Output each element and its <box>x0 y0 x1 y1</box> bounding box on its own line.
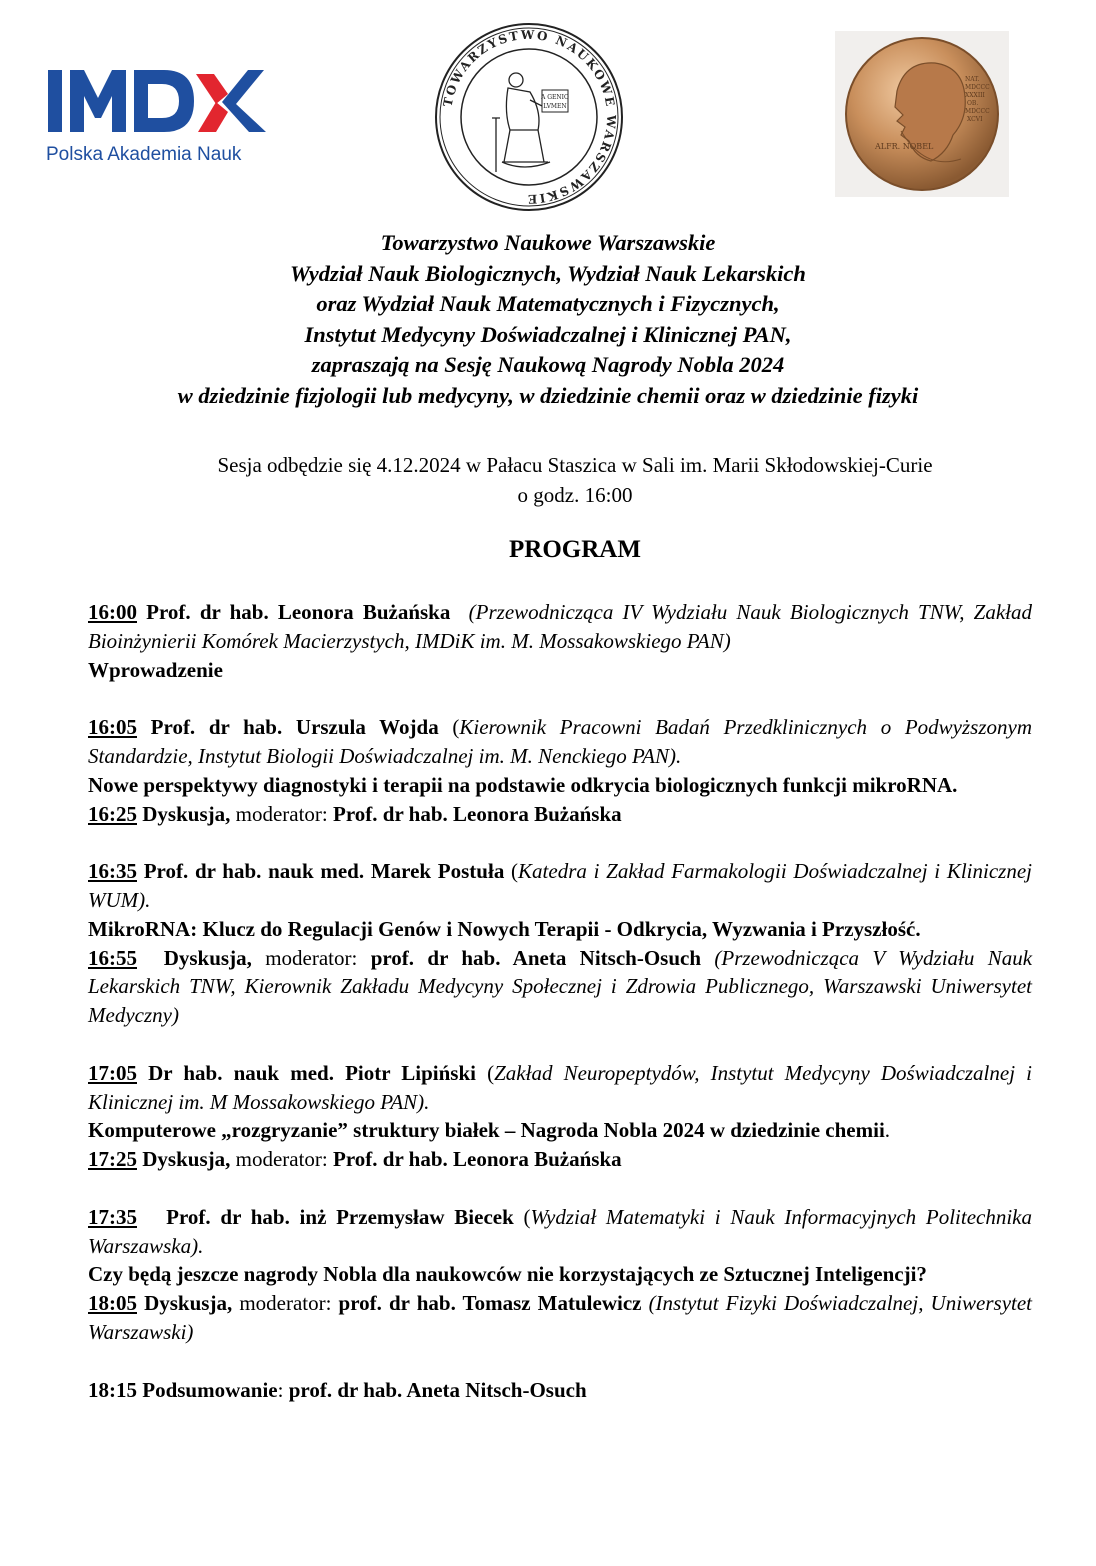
item-4-title: Komputerowe „rozgryzanie” struktury białek – Nagroda Nobla 2024 w dziedzinie chemii <box>88 1118 885 1143</box>
header-line-1: Towarzystwo Naukowe Warszawskie <box>380 230 716 255</box>
item-3-affiliation: Katedra i Zakład Farmakologii Doświadczalnej i Klinicznej WUM). <box>88 859 1033 912</box>
item-2-paren: ( <box>452 715 460 740</box>
item-5-paren: ( <box>523 1204 531 1229</box>
medal-right-2: MDCCC <box>965 84 990 91</box>
imdik-wordmark <box>46 68 266 138</box>
header-line-2: Wydział Nauk Biologicznych, Wydział Nauk Lekarskich <box>290 260 806 286</box>
session-line-1: Sesja odbędzie się 4.12.2024 w Pałacu Staszica w Sali im. Marii Skłodowskiej-Curie <box>217 453 933 477</box>
item-2-header <box>88 713 1032 771</box>
item-2-speaker: Prof. dr hab. Urszula Wojda <box>150 715 439 740</box>
item-6-person: prof. dr hab. Aneta Nitsch-Osuch <box>288 1377 587 1402</box>
nobel-medal-image <box>835 31 1009 197</box>
item-1-affiliation: (Przewodnicząca IV Wydziału Nauk Biologicznych TNW, Zakład Bioinżynierii Komórek Macierzystych, IMDiK im. M. Mossakowskiego PAN) <box>88 600 1033 653</box>
session-info <box>60 450 1090 510</box>
item-5-affiliation: Wydział Matematyki i Nauk Informacyjnych Politechnika Warszawska). <box>88 1204 1032 1258</box>
item-3-speaker: Prof. dr hab. nauk med. Marek Postuła <box>143 859 505 884</box>
nobel-medal <box>835 31 1009 197</box>
item-5-discussion-label: Dyskusja, <box>144 1291 233 1316</box>
item-3-discussion <box>88 944 1032 1030</box>
tnw-seal-logo <box>434 22 624 212</box>
medal-right-1: NAT. <box>965 76 980 83</box>
seal-ring-text: TOWARZYSTWO NAUKOWE WARSZAWSKIE <box>440 27 619 207</box>
logos-row <box>0 0 1096 215</box>
program-item-3 <box>88 857 1032 1030</box>
imdik-logo <box>46 68 266 168</box>
item-3-title: MikroRNA: Klucz do Regulacji Genów i Nowych Terapii - Odkrycia, Wyzwania i Przyszłość. <box>88 916 921 941</box>
item-3-paren: ( <box>511 859 519 884</box>
item-4-discussion-time: 17:25 <box>88 1147 137 1172</box>
item-3-discussion-time: 16:55 <box>88 945 137 970</box>
medal-right-6: XCVI <box>967 116 983 123</box>
item-5-moderator-label: moderator: <box>239 1291 332 1316</box>
item-2-title: Nowe perspektywy diagnostyki i terapii na podstawie odkrycia biologicznych funkcji mikroRNA. <box>88 772 958 797</box>
session-line-2: o godz. 16:00 <box>517 483 633 507</box>
item-5-time: 17:35 <box>88 1204 137 1229</box>
program-item-5 <box>88 1203 1032 1347</box>
item-1-speaker: Prof. dr hab. Leonora Bużańska <box>146 600 451 624</box>
header-line-4: Instytut Medycyny Doświadczalnej i Klinicznej PAN, <box>304 321 792 347</box>
item-4-discussion <box>88 1145 1032 1174</box>
item-1-title: Wprowadzenie <box>88 657 223 682</box>
item-3-header <box>88 857 1032 915</box>
item-4-time: 17:05 <box>88 1060 137 1085</box>
item-4-moderator: Prof. dr hab. Leonora Bużańska <box>333 1147 622 1172</box>
medal-right-5: MDCCC <box>965 108 990 115</box>
item-6-time: 18:15 <box>88 1377 137 1402</box>
program-title: PROGRAM <box>509 536 641 563</box>
header-line-6: w dziedzinie fizjologii lub medycyny, w dziedzinie chemii oraz w dziedzinie fizyki <box>177 382 919 408</box>
seal-motto-2: LVMEN <box>543 103 567 110</box>
header-line-5: zapraszają na Sesję Naukową Nagrody Nobla 2024 <box>311 352 785 377</box>
program-item-2 <box>88 713 1032 828</box>
item-3-moderator-label: moderator: <box>265 945 358 970</box>
item-2-discussion-label: Dyskusja, <box>142 801 231 826</box>
item-2-moderator: Prof. dr hab. Leonora Bużańska <box>333 801 622 826</box>
program-item-4 <box>88 1059 1032 1174</box>
medal-right-4: OB. <box>967 100 979 107</box>
item-2-discussion-time: 16:25 <box>88 801 137 826</box>
item-1-header <box>88 598 1032 656</box>
item-5-discussion <box>88 1289 1032 1347</box>
item-2-moderator-label: moderator: <box>235 801 328 826</box>
invitation-header <box>60 228 1036 411</box>
item-4-title-end: . <box>884 1118 891 1143</box>
item-5-moderator: prof. dr hab. Tomasz Matulewicz <box>338 1291 642 1316</box>
item-3-moderator-affiliation: (Przewodnicząca V Wydziału Nauk Lekarskich TNW, Kierownik Zakładu Medycyny Społecznej i Zdrowia Publicznego, Warszawski Uniwersytet Medyczny) <box>88 945 1033 1028</box>
imdik-subtitle: Polska Akademia Nauk <box>46 144 242 165</box>
item-5-header <box>88 1203 1032 1261</box>
item-3-discussion-label: Dyskusja, <box>163 945 252 970</box>
seal-motto-1: A GENIO <box>541 94 569 101</box>
header-line-3: oraz Wydział Nauk Matematycznych i Fizycznych, <box>316 291 780 316</box>
item-4-discussion-label: Dyskusja, <box>142 1147 231 1172</box>
item-5-discussion-time: 18:05 <box>88 1291 137 1316</box>
program-item-6 <box>88 1376 1032 1405</box>
item-6-colon: : <box>277 1377 284 1402</box>
item-2-affiliation: Kierownik Pracowni Badań Przedklinicznych o Podwyższonym Standardzie, Instytut Biologii Doświadczalnej im. M. Nenckiego PAN). <box>88 715 1033 768</box>
item-4-moderator-label: moderator: <box>235 1147 328 1172</box>
program-list <box>88 598 1032 1433</box>
program-item-1 <box>88 598 1032 684</box>
item-5-title: Czy będą jeszcze nagrody Nobla dla naukowców nie korzystających ze Sztucznej Inteligencji? <box>88 1262 927 1287</box>
item-4-affiliation: Zakład Neuropeptydów, Instytut Medycyny Doświadczalnej i Klinicznej im. M Mossakowskiego PAN). <box>88 1060 1032 1114</box>
medal-right-3: XXXIII <box>965 92 985 99</box>
item-5-moderator-affiliation: (Instytut Fizyki Doświadczalnej, Uniwersytet Warszawski) <box>88 1291 1033 1344</box>
item-6-label: Podsumowanie <box>142 1377 278 1402</box>
item-5-speaker: Prof. dr hab. inż Przemysław Biecek <box>166 1204 514 1229</box>
item-4-header <box>88 1059 1032 1117</box>
item-3-moderator: prof. dr hab. Aneta Nitsch-Osuch <box>370 945 702 970</box>
item-1-time: 16:00 <box>88 600 137 624</box>
medal-left-text: ALFR. NOBEL <box>875 142 934 151</box>
item-2-discussion <box>88 800 1032 829</box>
item-4-speaker: Dr hab. nauk med. Piotr Lipiński <box>148 1060 476 1085</box>
item-2-time: 16:05 <box>88 715 137 740</box>
item-3-time: 16:35 <box>88 859 137 884</box>
item-4-paren: ( <box>487 1060 495 1085</box>
